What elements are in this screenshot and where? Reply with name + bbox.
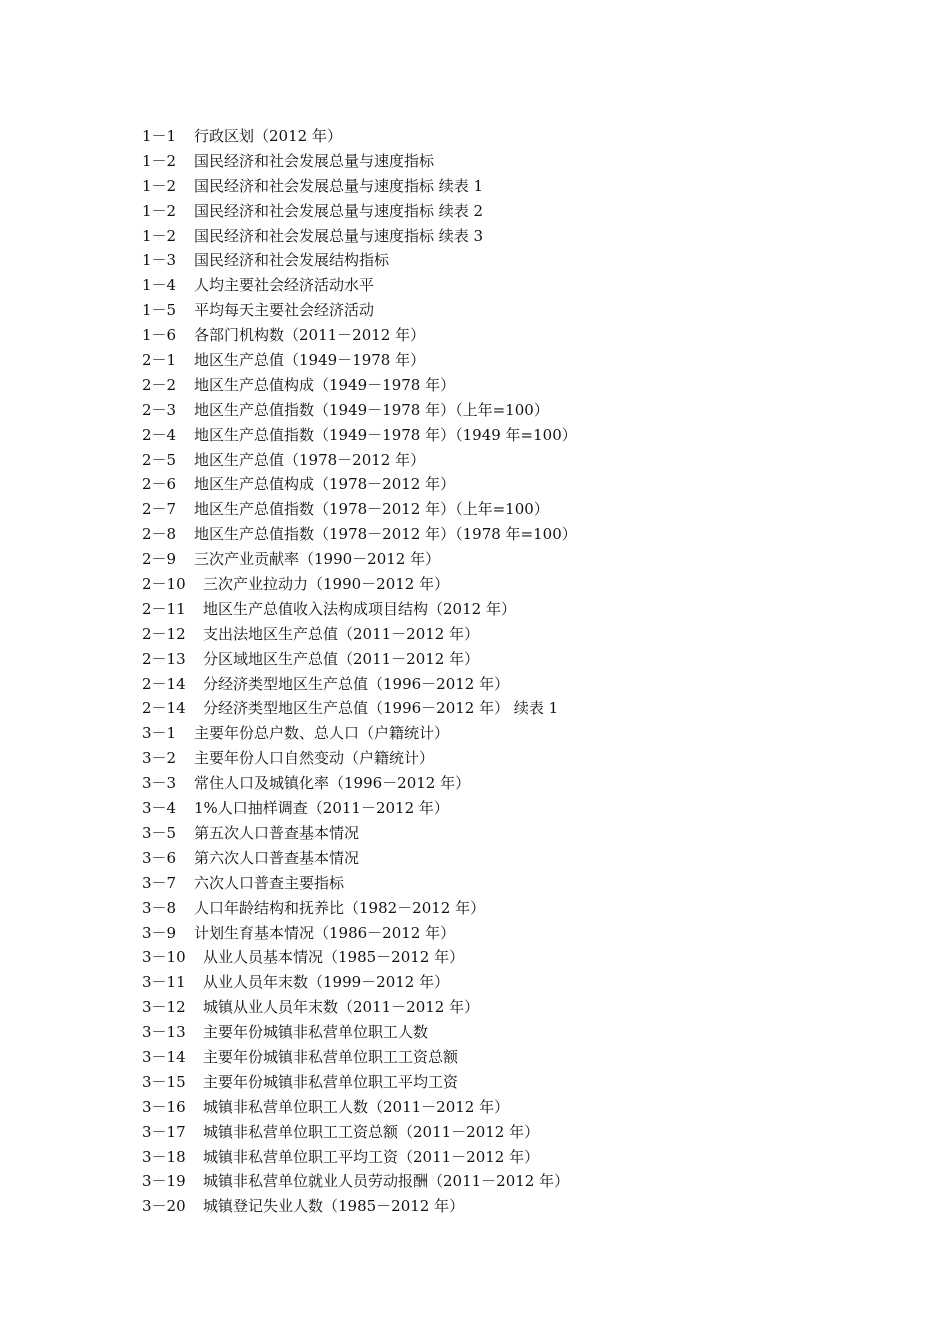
toc-entry — [142, 622, 922, 647]
toc-entry — [142, 1145, 922, 1170]
toc-entry-number: 2－10 — [142, 575, 186, 594]
toc-entry — [142, 273, 922, 298]
toc-entry-title: 从业人员年末数（1999－2012 年） — [203, 973, 450, 992]
toc-entry-number: 2－5 — [142, 450, 177, 469]
toc-entry-number: 1－4 — [142, 276, 177, 295]
toc-entry-title: 分区域地区生产总值（2011－2012 年） — [203, 649, 480, 668]
toc-entry-number: 3－4 — [142, 799, 177, 818]
toc-entry — [142, 771, 922, 796]
toc-entry-number: 2－6 — [142, 475, 177, 494]
toc-entry — [142, 199, 922, 224]
toc-entry-number: 1－1 — [142, 127, 177, 145]
toc-entry — [142, 522, 922, 547]
toc-entry-number: 3－7 — [142, 873, 177, 892]
toc-entry — [142, 995, 922, 1020]
toc-entry-number: 1－6 — [142, 326, 177, 345]
toc-entry — [142, 298, 922, 323]
toc-entry-title: 地区生产总值指数（1978－2012 年）（上年=100） — [194, 500, 549, 519]
toc-entry-number: 2－1 — [142, 351, 177, 370]
toc-entry — [142, 1045, 922, 1070]
toc-entry — [142, 896, 922, 921]
toc-entry-number: 2－11 — [142, 599, 186, 618]
toc-entry — [142, 921, 922, 946]
toc-entry-title: 六次人口普查主要指标 — [194, 873, 345, 892]
toc-entry-title: 地区生产总值收入法构成项目结构（2012 年） — [203, 599, 516, 618]
toc-entry-number: 2－8 — [142, 525, 177, 544]
toc-entry-title: 平均每天主要社会经济活动 — [194, 301, 375, 320]
toc-entry-number: 3－2 — [142, 749, 177, 768]
toc-entry-number: 3－1 — [142, 724, 177, 743]
toc-entry — [142, 1095, 922, 1120]
toc-entry-number: 3－18 — [142, 1147, 186, 1166]
toc-entry — [142, 174, 922, 199]
toc-entry-title: 城镇非私营单位职工人数（2011－2012 年） — [203, 1097, 510, 1116]
toc-entry-title: 1%人口抽样调查（2011－2012 年） — [194, 799, 449, 818]
toc-entry-number: 3－14 — [142, 1047, 186, 1066]
toc-entry-number: 3－5 — [142, 823, 177, 842]
toc-entry-title: 城镇非私营单位职工平均工资（2011－2012 年） — [203, 1147, 540, 1166]
toc-entry-title: 常住人口及城镇化率（1996－2012 年） — [194, 774, 471, 793]
toc-entry — [142, 124, 922, 149]
toc-entry-number: 3－3 — [142, 774, 177, 793]
toc-entry-number: 2－12 — [142, 624, 186, 643]
toc-entry-title: 三次产业贡献率（1990－2012 年） — [194, 550, 441, 569]
toc-entry-title: 国民经济和社会发展总量与速度指标 续表 2 — [194, 201, 484, 220]
toc-entry-title: 计划生育基本情况（1986－2012 年） — [194, 923, 456, 942]
toc-entry-title: 城镇登记失业人数（1985－2012 年） — [203, 1197, 465, 1216]
toc-entry-number: 3－8 — [142, 898, 177, 917]
toc-entry-number: 1－2 — [142, 201, 177, 220]
toc-entry — [142, 248, 922, 273]
toc-entry — [142, 746, 922, 771]
toc-entry-number: 3－17 — [142, 1122, 186, 1141]
toc-entry — [142, 945, 922, 970]
toc-entry-number: 2－14 — [142, 674, 186, 693]
toc-entry — [142, 597, 922, 622]
toc-entry — [142, 672, 922, 697]
toc-entry — [142, 846, 922, 871]
toc-entry-number: 2－7 — [142, 500, 177, 519]
toc-entry-title: 主要年份人口自然变动（户籍统计） — [194, 749, 435, 768]
toc-entry-number: 3－13 — [142, 1023, 186, 1042]
toc-entry-title: 支出法地区生产总值（2011－2012 年） — [203, 624, 480, 643]
toc-entry-number: 1－2 — [142, 176, 177, 195]
toc-entry-number: 2－3 — [142, 400, 177, 419]
toc-entry — [142, 572, 922, 597]
toc-entry — [142, 149, 922, 174]
toc-entry-title: 各部门机构数（2011－2012 年） — [194, 326, 426, 345]
toc-entry-title: 人均主要社会经济活动水平 — [194, 276, 375, 295]
toc-entry-number: 3－6 — [142, 848, 177, 867]
toc-entry — [142, 871, 922, 896]
toc-entry — [142, 348, 922, 373]
toc-entry-number: 3－15 — [142, 1072, 186, 1091]
toc-entry-title: 主要年份城镇非私营单位职工平均工资 — [203, 1072, 459, 1091]
toc-entry-number: 3－9 — [142, 923, 177, 942]
toc-entry-number: 3－12 — [142, 998, 186, 1017]
toc-entry — [142, 647, 922, 672]
toc-entry-title: 从业人员基本情况（1985－2012 年） — [203, 948, 465, 967]
toc-entry-title: 地区生产总值（1949－1978 年） — [194, 351, 426, 370]
toc-entry-title: 城镇非私营单位职工工资总额（2011－2012 年） — [203, 1122, 540, 1141]
toc-entry — [142, 696, 922, 721]
toc-entry-number: 2－2 — [142, 375, 177, 394]
toc-entry-title: 行政区划（2012 年） — [194, 127, 342, 145]
toc-entry-number: 2－9 — [142, 550, 177, 569]
toc-entry — [142, 448, 922, 473]
toc-entry-title: 地区生产总值（1978－2012 年） — [194, 450, 426, 469]
toc-entry-number: 1－3 — [142, 251, 177, 270]
toc-entry-title: 国民经济和社会发展结构指标 — [194, 251, 390, 270]
toc-entry-title: 分经济类型地区生产总值（1996－2012 年） — [203, 674, 510, 693]
toc-entry-number: 3－16 — [142, 1097, 186, 1116]
toc-entry — [142, 398, 922, 423]
toc-entry-title: 国民经济和社会发展总量与速度指标 — [194, 151, 435, 170]
toc-entry — [142, 821, 922, 846]
toc-entry — [142, 1194, 922, 1219]
toc-entry-title: 第六次人口普查基本情况 — [194, 848, 360, 867]
toc-entry-number: 1－2 — [142, 151, 177, 170]
toc-entry-number: 2－4 — [142, 425, 177, 444]
toc-entry — [142, 1020, 922, 1045]
toc-entry-number: 3－10 — [142, 948, 186, 967]
toc-entry-title: 地区生产总值指数（1949－1978 年）（1949 年=100） — [194, 425, 577, 444]
toc-entry — [142, 1120, 922, 1145]
toc-entry — [142, 373, 922, 398]
toc-entry-title: 地区生产总值构成（1978－2012 年） — [194, 475, 456, 494]
toc-entry-number: 2－14 — [142, 699, 186, 718]
toc-entry-title: 国民经济和社会发展总量与速度指标 续表 1 — [194, 176, 484, 195]
toc-entry-title: 分经济类型地区生产总值（1996－2012 年） 续表 1 — [203, 699, 559, 718]
toc-entry-title: 城镇从业人员年末数（2011－2012 年） — [203, 998, 480, 1017]
toc-entry — [142, 323, 922, 348]
toc-entry-number: 3－20 — [142, 1197, 186, 1216]
toc-entry-title: 第五次人口普查基本情况 — [194, 823, 360, 842]
toc-entry-number: 3－19 — [142, 1172, 186, 1191]
toc-entry-title: 人口年龄结构和抚养比（1982－2012 年） — [194, 898, 486, 917]
toc-entry-title: 地区生产总值构成（1949－1978 年） — [194, 375, 456, 394]
toc-entry — [142, 547, 922, 572]
toc-entry-number: 3－11 — [142, 973, 186, 992]
toc-entry — [142, 224, 922, 249]
toc-entry — [142, 970, 922, 995]
toc-entry-number: 2－13 — [142, 649, 186, 668]
toc-entry-title: 主要年份总户数、总人口（户籍统计） — [194, 724, 450, 743]
toc-entry — [142, 1169, 922, 1194]
toc-entry-number: 1－2 — [142, 226, 177, 245]
toc-entry — [142, 423, 922, 448]
toc-entry-title: 国民经济和社会发展总量与速度指标 续表 3 — [194, 226, 484, 245]
toc-entry-title: 主要年份城镇非私营单位职工工资总额 — [203, 1047, 459, 1066]
toc-entry — [142, 1070, 922, 1095]
toc-entry-title: 主要年份城镇非私营单位职工人数 — [203, 1023, 429, 1042]
toc-entry-number: 1－5 — [142, 301, 177, 320]
toc-entry-title: 地区生产总值指数（1978－2012 年）（1978 年=100） — [194, 525, 577, 544]
table-of-contents — [142, 124, 922, 1219]
toc-entry-title: 城镇非私营单位就业人员劳动报酬（2011－2012 年） — [203, 1172, 570, 1191]
toc-entry — [142, 721, 922, 746]
toc-entry — [142, 472, 922, 497]
toc-entry-title: 三次产业拉动力（1990－2012 年） — [203, 575, 450, 594]
toc-entry-title: 地区生产总值指数（1949－1978 年）（上年=100） — [194, 400, 549, 419]
toc-entry — [142, 497, 922, 522]
toc-entry — [142, 796, 922, 821]
